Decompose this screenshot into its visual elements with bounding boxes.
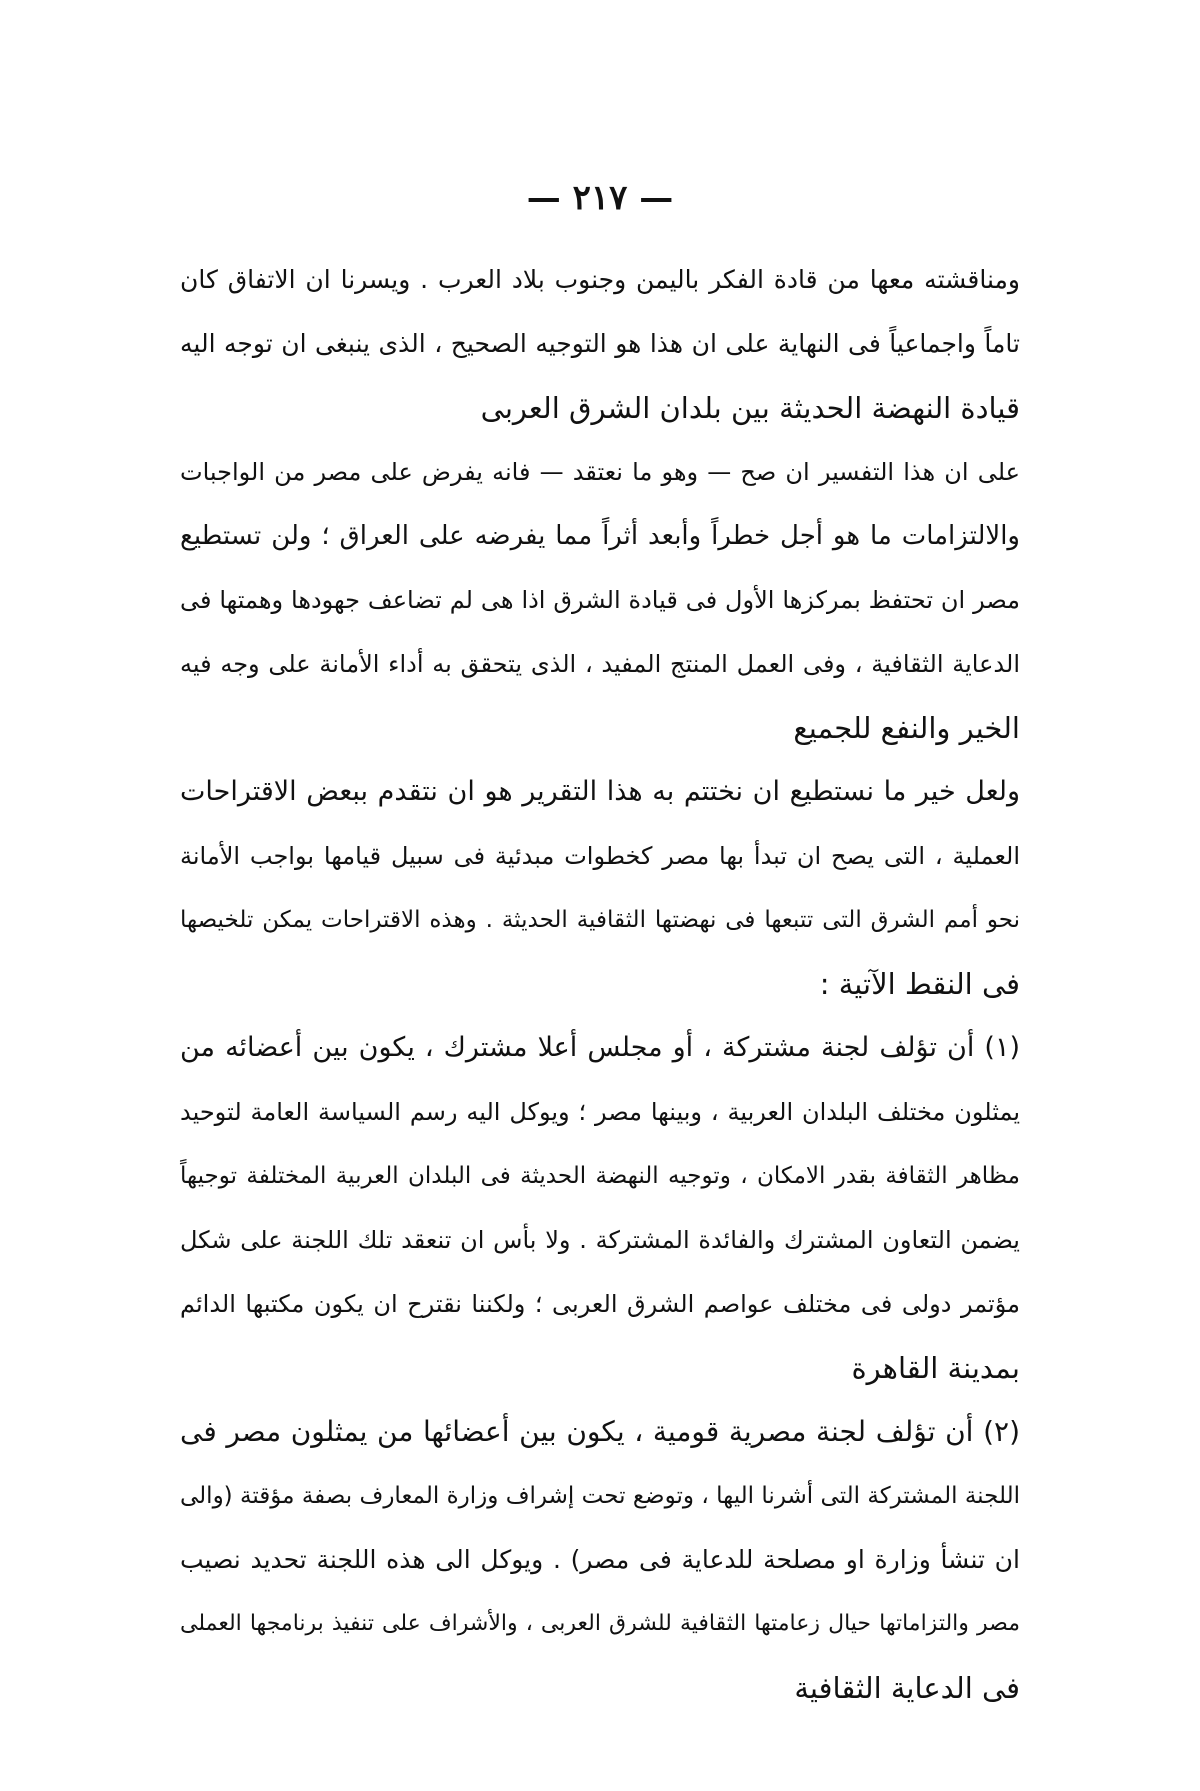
text-line: مظاهر الثقافة بقدر الامكان ، وتوجيه النهضة الحديثة فى البلدان العربية المختلفة توجيهاً bbox=[180, 1163, 1020, 1189]
paragraph-item-1 bbox=[180, 1016, 1020, 1400]
text-line: بمدينة القاهرة bbox=[851, 1351, 1020, 1385]
text-line: ولعل خير ما نستطيع ان نختتم به هذا التقرير هو ان نتقدم ببعض الاقتراحات bbox=[180, 776, 1020, 807]
text-line: (٢) أن تؤلف لجنة مصرية قومية ، يكون بين أعضائها من يمثلون مصر فى bbox=[180, 1415, 1020, 1448]
text-line: والالتزامات ما هو أجل خطراً وأبعد أثراً مما يفرضه على العراق ؛ ولن تستطيع bbox=[180, 521, 1020, 551]
text-line: ومناقشته معها من قادة الفكر باليمن وجنوب بلاد العرب . ويسرنا ان الاتفاق كان bbox=[180, 265, 1020, 294]
text-line: ان تنشأ وزارة او مصلحة للدعاية فى مصر) . ويوكل الى هذه اللجنة تحديد نصيب bbox=[180, 1545, 1020, 1574]
text-line: فى النقط الآتية : bbox=[819, 967, 1020, 1001]
text-line: الدعاية الثقافية ، وفى العمل المنتج المفيد ، الذى يتحقق به أداء الأمانة على وجه فيه bbox=[180, 650, 1020, 678]
body-text bbox=[180, 248, 1020, 1720]
page-number: — ٢١٧ — bbox=[526, 178, 674, 218]
paragraph-item-2 bbox=[180, 1400, 1020, 1720]
paragraph-1 bbox=[180, 248, 1020, 440]
text-line: فى الدعاية الثقافية bbox=[794, 1671, 1020, 1705]
text-line: العملية ، التى يصح ان تبدأ بها مصر كخطوات مبدئية فى سبيل قيامها بواجب الأمانة bbox=[180, 842, 1020, 870]
text-line: مصر والتزاماتها حيال زعامتها الثقافية للشرق العربى ، والأشراف على تنفيذ برنامجها العملى bbox=[180, 1611, 1020, 1636]
text-line: تاماً واجماعياً فى النهاية على ان هذا هو التوجيه الصحيح ، الذى ينبغى ان توجه اليه bbox=[180, 329, 1020, 358]
text-line: (١) أن تؤلف لجنة مشتركة ، أو مجلس أعلا مشترك ، يكون بين أعضائه من bbox=[180, 1032, 1020, 1063]
text-line: يمثلون مختلف البلدان العربية ، وبينها مصر ؛ ويوكل اليه رسم السياسة العامة لتوحيد bbox=[180, 1098, 1020, 1126]
text-line: يضمن التعاون المشترك والفائدة المشتركة . ولا بأس ان تنعقد تلك اللجنة على شكل bbox=[180, 1226, 1020, 1254]
text-line: على ان هذا التفسير ان صح — وهو ما نعتقد — فانه يفرض على مصر من الواجبات bbox=[180, 458, 1020, 486]
text-line: قيادة النهضة الحديثة بين بلدان الشرق العربى bbox=[480, 391, 1020, 425]
text-line: مؤتمر دولى فى مختلف عواصم الشرق العربى ؛ ولكننا نقترح ان يكون مكتبها الدائم bbox=[180, 1290, 1020, 1318]
paragraph-3 bbox=[180, 760, 1020, 1016]
text-line: نحو أمم الشرق التى تتبعها فى نهضتها الثقافية الحديثة . وهذه الاقتراحات يمكن تلخيصها bbox=[180, 907, 1020, 933]
paragraph-2 bbox=[180, 440, 1020, 760]
text-line: مصر ان تحتفظ بمركزها الأول فى قيادة الشرق اذا هى لم تضاعف جهودها وهمتها فى bbox=[180, 586, 1020, 614]
text-line: الخير والنفع للجميع bbox=[793, 711, 1020, 745]
text-line: اللجنة المشتركة التى أشرنا اليها ، وتوضع تحت إشراف وزارة المعارف بصفة مؤقتة (والى bbox=[180, 1483, 1020, 1509]
